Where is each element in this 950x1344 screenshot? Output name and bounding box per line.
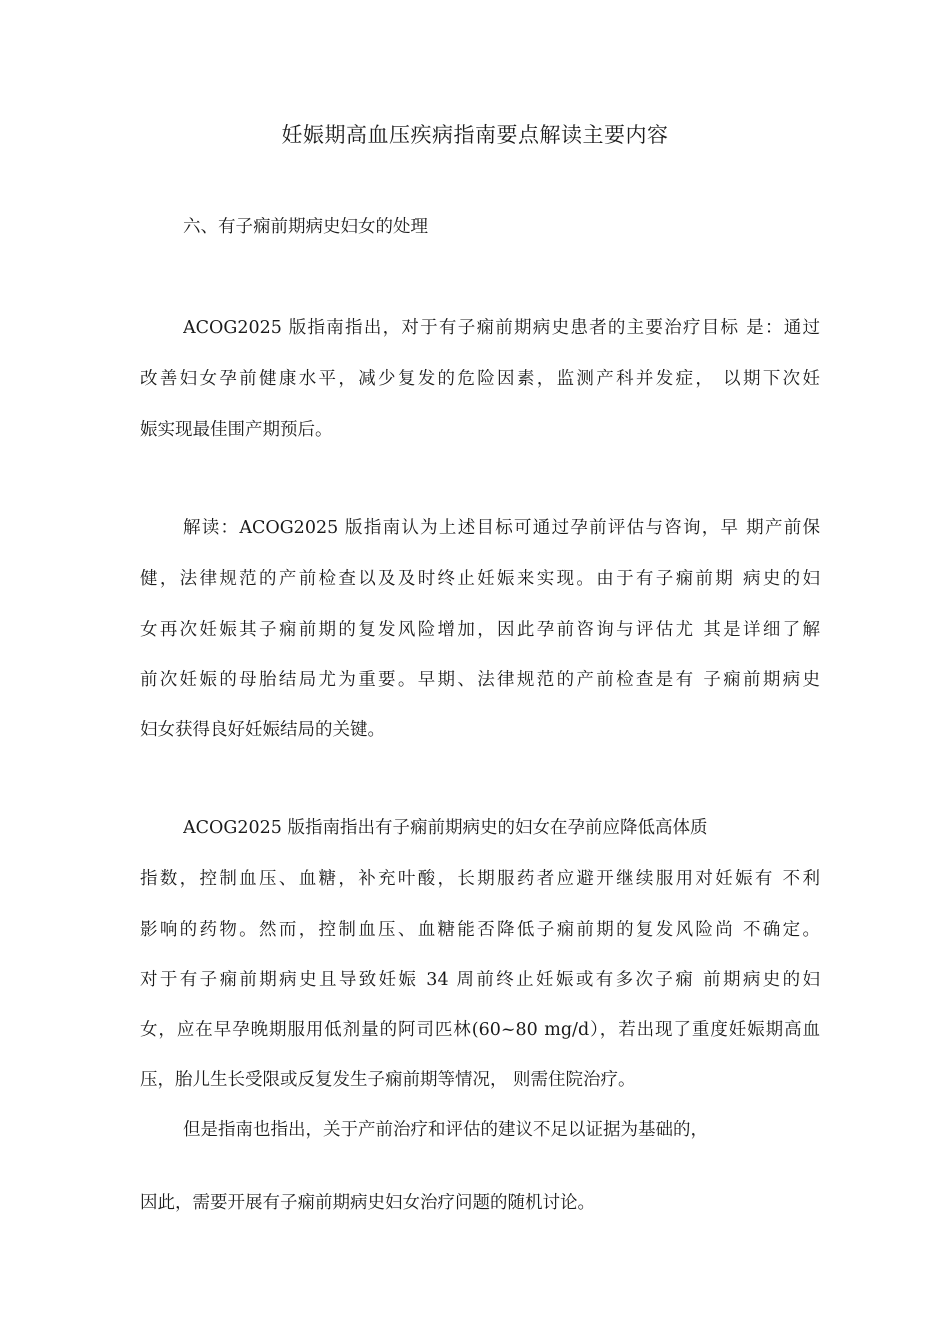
document-title: 妊娠期高血压疾病指南要点解读主要内容	[281, 123, 669, 147]
paragraph-2-line-4: 前次妊娠的母胎结局尤为重要。早期、法律规范的产前检查是有 子痫前期病史	[140, 670, 820, 690]
paragraph-2-line-5: 妇女获得良好妊娠结局的关键。	[140, 720, 385, 740]
paragraph-3-line-4: 对于有子痫前期病史且导致妊娠 34 周前终止妊娠或有多次子痫 前期病史的妇	[140, 970, 820, 990]
paragraph-3-line-3: 影响的药物。然而，控制血压、血糖能否降低子痫前期的复发风险尚 不确定。	[140, 920, 820, 940]
paragraph-3-line-1: ACOG2025 版指南指出有子痫前期病史的妇女在孕前应降低高体质	[183, 818, 708, 838]
section-heading: 六、有子痫前期病史妇女的处理	[183, 217, 428, 237]
paragraph-2-line-2: 健，法律规范的产前检查以及及时终止妊娠来实现。由于有子痫前期 病史的妇	[140, 569, 820, 589]
paragraph-4-line-2: 因此，需要开展有子痫前期病史妇女治疗问题的随机讨论。	[140, 1193, 595, 1213]
paragraph-1-line-1: ACOG2025 版指南指出，对于有子痫前期病史患者的主要治疗目标 是：通过	[183, 318, 820, 338]
paragraph-1-line-2: 改善妇女孕前健康水平，减少复发的危险因素，监测产科并发症， 以期下次妊	[140, 369, 820, 389]
paragraph-3-line-5: 女，应在早孕晚期服用低剂量的阿司匹林(60~80 mg/d），若出现了重度妊娠期高血	[140, 1020, 820, 1040]
paragraph-2-line-1: 解读：ACOG2025 版指南认为上述目标可通过孕前评估与咨询，早 期产前保	[183, 518, 820, 538]
paragraph-3-line-6: 压，胎儿生长受限或反复发生子痫前期等情况， 则需住院治疗。	[140, 1070, 636, 1090]
paragraph-1-line-3: 娠实现最佳围产期预后。	[140, 420, 333, 440]
paragraph-3-line-2: 指数，控制血压、血糖，补充叶酸，长期服药者应避开继续服用对妊娠有 不利	[140, 869, 820, 889]
paragraph-2-line-3: 女再次妊娠其子痫前期的复发风险增加，因此孕前咨询与评估尤 其是详细了解	[140, 620, 820, 640]
paragraph-4-line-1: 但是指南也指出，关于产前治疗和评估的建议不足以证据为基础的，	[183, 1120, 708, 1140]
